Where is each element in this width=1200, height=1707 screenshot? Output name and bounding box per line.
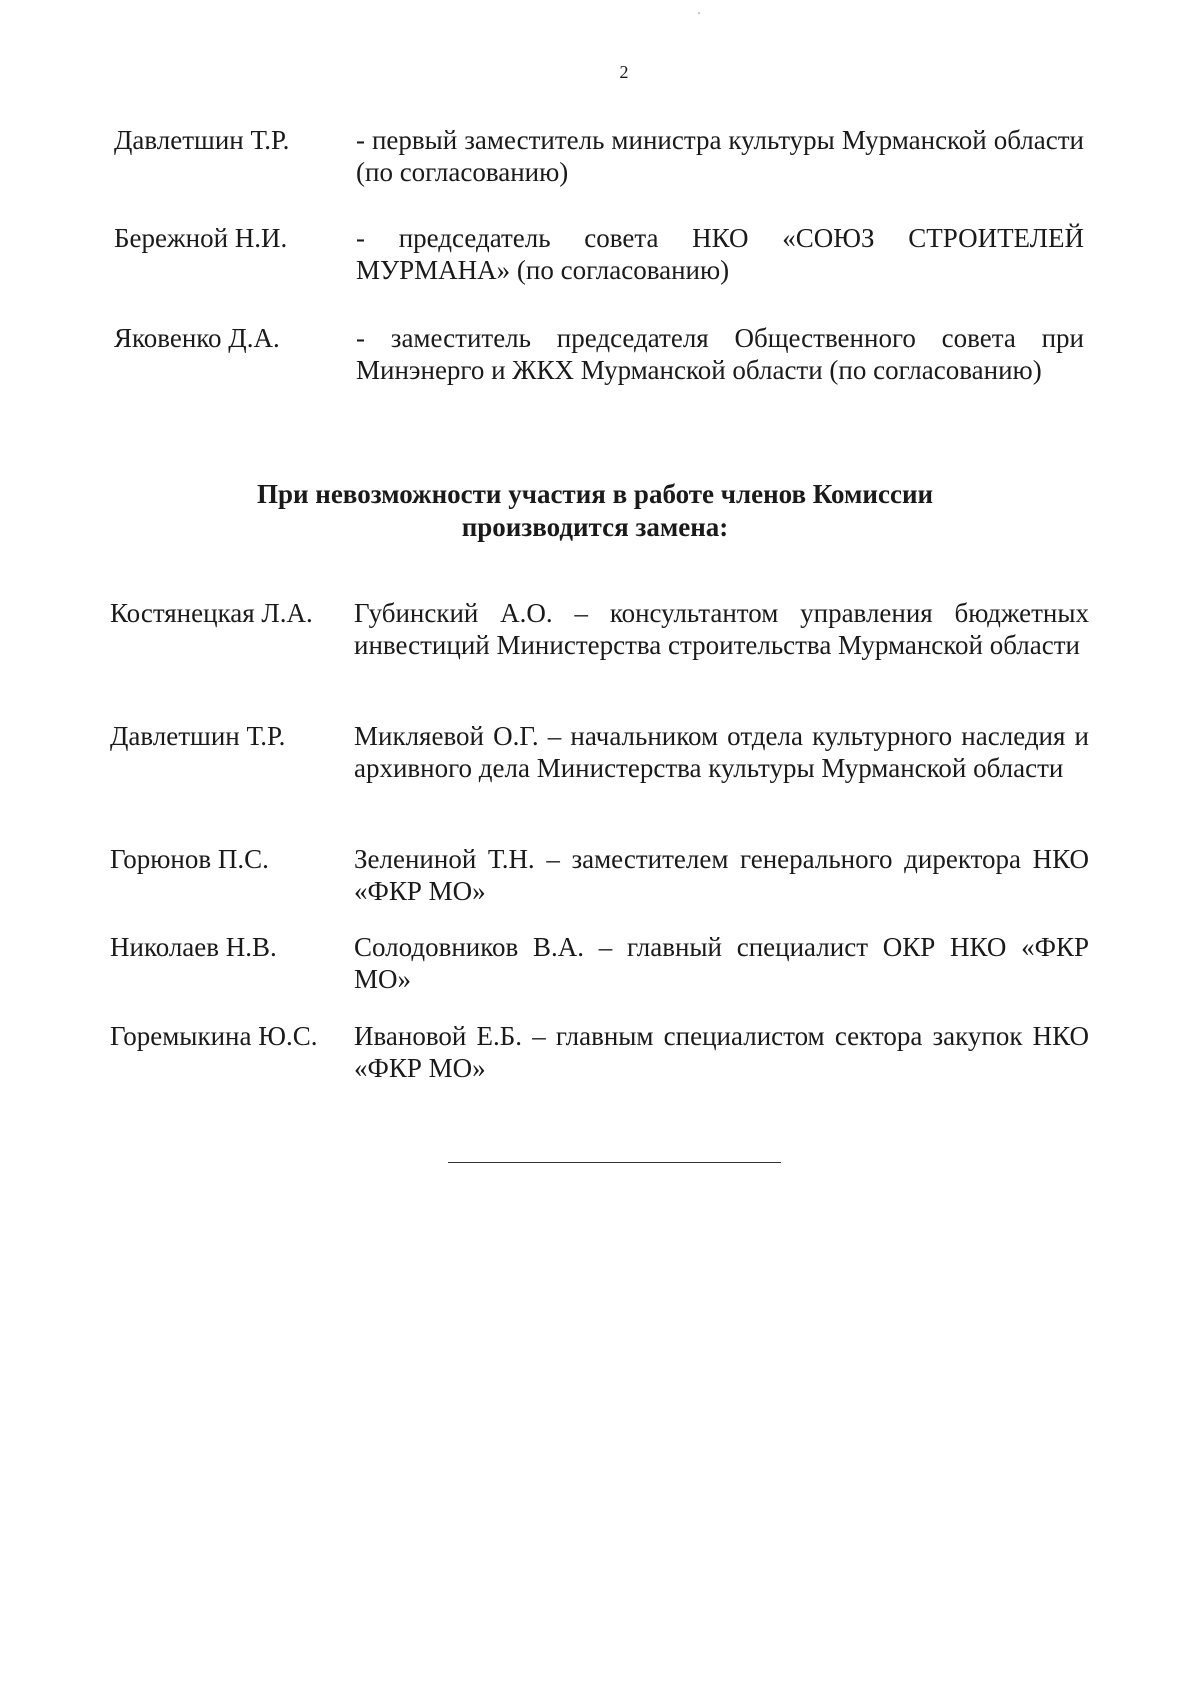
replacement-member-name: Николаев Н.В. [110, 932, 277, 962]
member-role: - заместитель председателя Общественного совета при Минэнерго и ЖКХ Мурманской области (по согласованию) [356, 323, 1084, 385]
replacement-member-name: Горемыкина Ю.С. [110, 1021, 318, 1051]
replacement-substitute: Губинский А.О. – консультантом управления бюджетных инвестиций Министерства строительства Мурманской области [354, 598, 1089, 660]
replacement-member-name: Костянецкая Л.А. [110, 598, 313, 628]
page-number: 2 [619, 62, 629, 82]
replacement-substitute: Зелениной Т.Н. – заместителем генерального директора НКО «ФКР МО» [354, 844, 1089, 906]
replacement-member-name: Горюнов П.С. [110, 844, 269, 874]
member-name: Давлетшин Т.Р. [114, 125, 290, 155]
replacement-substitute: Ивановой Е.Б. – главным специалистом сектора закупок НКО «ФКР МО» [354, 1021, 1089, 1083]
member-role: - председатель совета НКО «СОЮЗ СТРОИТЕЛЕЙ МУРМАНА» (по согласованию) [356, 223, 1084, 285]
member-role: - первый заместитель министра культуры Мурманской области (по согласованию) [356, 125, 1084, 187]
replacement-substitute: Микляевой О.Г. – начальником отдела культурного наследия и архивного дела Министерства культуры Мурманской области [354, 721, 1089, 783]
replacement-heading [180, 478, 1010, 544]
member-name: Бережной Н.И. [114, 223, 288, 253]
member-name: Яковенко Д.А. [114, 323, 280, 353]
replacement-substitute: Солодовников В.А. – главный специалист ОКР НКО «ФКР МО» [354, 932, 1089, 994]
replacement-heading-line1: При невозможности участия в работе членов Комиссии [256, 479, 934, 509]
replacement-member-name: Давлетшин Т.Р. [110, 721, 286, 751]
replacement-heading-line2: производится замена: [461, 512, 729, 542]
closing-rule [448, 1162, 781, 1163]
scan-speck [698, 12, 700, 14]
